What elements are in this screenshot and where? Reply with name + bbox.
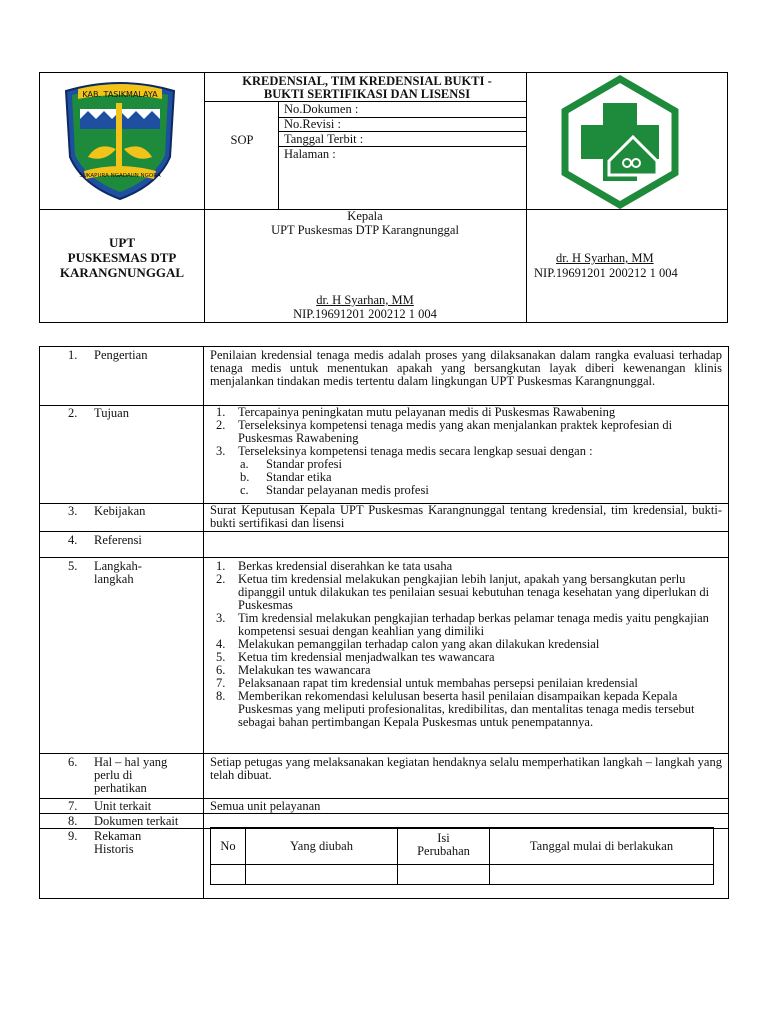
column-header: Tanggal mulai di berlakukan bbox=[529, 839, 674, 853]
text-pengertian: Penilaian kredensial tenaga medis adalah proses yang dilaksanakan dalam rangka evaluasi terhadap tenaga medis untuk menentukan apakah yang bersangkutan layak diberi kewenangan klinis menjalankan tindakan medis tertentu dalam lingkungan UPT Puskesmas Karangnunggal. bbox=[210, 348, 722, 388]
text-hal-diperhatikan: Setiap petugas yang melaksanakan kegiatan hendaknya selalu memperhatikan langkah – langkah yang telah dibuat. bbox=[210, 755, 722, 782]
list-item: b. Standar etika bbox=[240, 470, 332, 484]
signer-name: dr. H Syarhan, MM bbox=[316, 293, 414, 307]
column-header: Yang diubah bbox=[290, 839, 353, 853]
list-item: 2. Ketua tim kredensial melakukan pengkajian lebih lanjut, apakah yang bersangkutan perlu dipanggil untuk dilakukan tes penilaian sesuai kebutuhan tenaga kesehatan yang diperlukan di Puskesmas bbox=[216, 572, 710, 612]
right-signer-name: dr. H Syarhan, MM bbox=[556, 251, 654, 265]
list-item: c. Standar pelayanan medis profesi bbox=[240, 483, 429, 497]
list-tujuan bbox=[210, 406, 722, 497]
text-unit-terkait: Semua unit pelayanan bbox=[210, 799, 321, 813]
header-table bbox=[39, 72, 728, 323]
tasikmalaya-emblem-icon bbox=[58, 79, 182, 203]
list-langkah bbox=[210, 560, 722, 729]
logo-motto: SUKAPURA NGADAUN NGORA bbox=[79, 173, 161, 179]
rekaman-historis-table bbox=[210, 827, 714, 885]
column-header: No bbox=[220, 839, 236, 853]
field-halaman: Halaman : bbox=[284, 147, 336, 161]
sop-label: SOP bbox=[230, 133, 254, 147]
list-item: 6. Melakukan tes wawancara bbox=[216, 663, 371, 677]
list-item: 4. Melakukan pemanggilan terhadap calon yang akan dilakukan kredensial bbox=[216, 637, 600, 651]
right-signer-block bbox=[534, 251, 678, 281]
signer-nip: NIP.19691201 200212 1 004 bbox=[293, 307, 437, 321]
list-item: 3. Terseleksinya kompetensi tenaga medis secara lengkap sesuai dengan : bbox=[216, 444, 593, 458]
list-item: 8. Memberikan rekomendasi kelulusan beserta hasil penilaian disampaikan kepada Kepala Puskesmas yang meliputi profesionalitas, kredibilitas, dan mentalitas tenaga medis tersebut sebagai bahan pertimbangan Kepala Puskesmas untuk penempatannya. bbox=[216, 689, 695, 729]
sop-content-table: 1. Pengertian Penilaian kredensial tenaga medis adalah proses yang dilaksanakan dalam rangka evaluasi terhadap tenaga medis untuk menentukan apakah yang bersangkutan layak diberi kewenangan klinis menjalankan tindakan medis tertentu dalam lingkungan UPT Puskesmas Karangnunggal. 2. Tujuan 1. Tercapainya peningkatan mutu pelayanan medis di Puskesmas Rawabening 2. Terseleksinya kompetensi tenaga medis yang akan menjalankan praktek keprofesian di Puskesmas Rawabening 3. Terseleksinya kompetensi tenaga medis secara lengkap sesuai dengan : a. Standar profesi b. Standar etika c. Standar pelayanan medis profesi 3. Kebijakan Surat Keputusan Kepala UPT Puskesmas Karangnunggal tentang kredensial, tim kredensial, bukti-bukti sertifikasi dan lisensi 4. Referensi 5. Langkah-langkah 1. Berkas kredensial diserahkan ke tata usaha 2. Ketua tim kredensial melakukan pengkajian lebih lanjut, apakah yang bersangkutan perlu dipanggil untuk dilakukan tes penilaian sesuai kebutuhan tenaga kesehatan yang diperlukan di Puskesmas 3. Tim kredensial melakukan pengkajian terhadap berkas pelamar tenaga medis yaitu pengkajian kompetensi sesuai dengan keahlian yang dimiliki 4. Melakukan pemanggilan terhadap calon yang akan dilakukan kredensial 5. Ketua tim kredensial menjadwalkan tes wawancara 6. Melakukan tes wawancara 7. Pelaksanaan rapat tim kredensial untuk membahas persepsi penilaian kredensial 8. Memberikan rekomendasi kelulusan beserta hasil penilaian disampaikan kepada Kepala Puskesmas yang meliputi profesionalitas, kredibilitas, dan mentalitas tenaga medis tersebut sebagai bahan pertimbangan Kepala Puskesmas untuk penempatannya. 6. Hal – hal yang perlu di perhatikan Setiap petugas yang melaksanakan kegiatan hendaknya selalu memperhatikan langkah – langkah yang telah dibuat. 7. Unit terkait Semua unit pelayanan 8. Dokumen terkait 9. Rekaman Historis No Yang diubah Isi Perubahan Tanggal mulai di berlakukan bbox=[39, 346, 729, 899]
list-item: 2. Terseleksinya kompetensi tenaga medis yang akan menjalankan praktek keprofesian di Puskesmas Rawabening bbox=[216, 418, 673, 445]
column-header: Isi Perubahan bbox=[417, 831, 470, 858]
list-item: 1. Tercapainya peningkatan mutu pelayanan medis di Puskesmas Rawabening bbox=[216, 405, 616, 419]
right-signer-nip: NIP.19691201 200212 1 004 bbox=[534, 266, 678, 280]
list-item: 7. Pelaksanaan rapat tim kredensial untuk membahas persepsi penilaian kredensial bbox=[216, 676, 638, 690]
logo-caption: KAB. TASIKMALAYA bbox=[82, 90, 158, 99]
list-item: a. Standar profesi bbox=[240, 457, 343, 471]
signer-block bbox=[205, 293, 525, 321]
list-item: 1. Berkas kredensial diserahkan ke tata usaha bbox=[216, 559, 453, 573]
org-name: UPT PUSKESMAS DTP KARANGNUNGGAL bbox=[59, 235, 185, 280]
head-title: Kepala UPT Puskesmas DTP Karangnunggal bbox=[271, 209, 459, 237]
text-kebijakan: Surat Keputusan Kepala UPT Puskesmas Karangnunggal tentang kredensial, tim kredensial, bukti-bukti sertifikasi dan lisensi bbox=[210, 503, 722, 530]
list-item: 3. Tim kredensial melakukan pengkajian terhadap berkas pelamar tenaga medis yaitu pengkajian kompetensi sesuai dengan keahlian yang dimiliki bbox=[216, 611, 709, 638]
field-tanggal-terbit: Tanggal Terbit : bbox=[284, 132, 364, 146]
puskesmas-logo-icon bbox=[553, 75, 687, 209]
field-no-revisi: No.Revisi : bbox=[284, 117, 341, 131]
document-title: KREDENSIAL, TIM KREDENSIAL BUKTI - BUKTI SERTIFIKASI DAN LISENSI bbox=[242, 74, 492, 101]
list-item: 5. Ketua tim kredensial menjadwalkan tes wawancara bbox=[216, 650, 495, 664]
field-no-dokumen: No.Dokumen : bbox=[284, 102, 359, 116]
